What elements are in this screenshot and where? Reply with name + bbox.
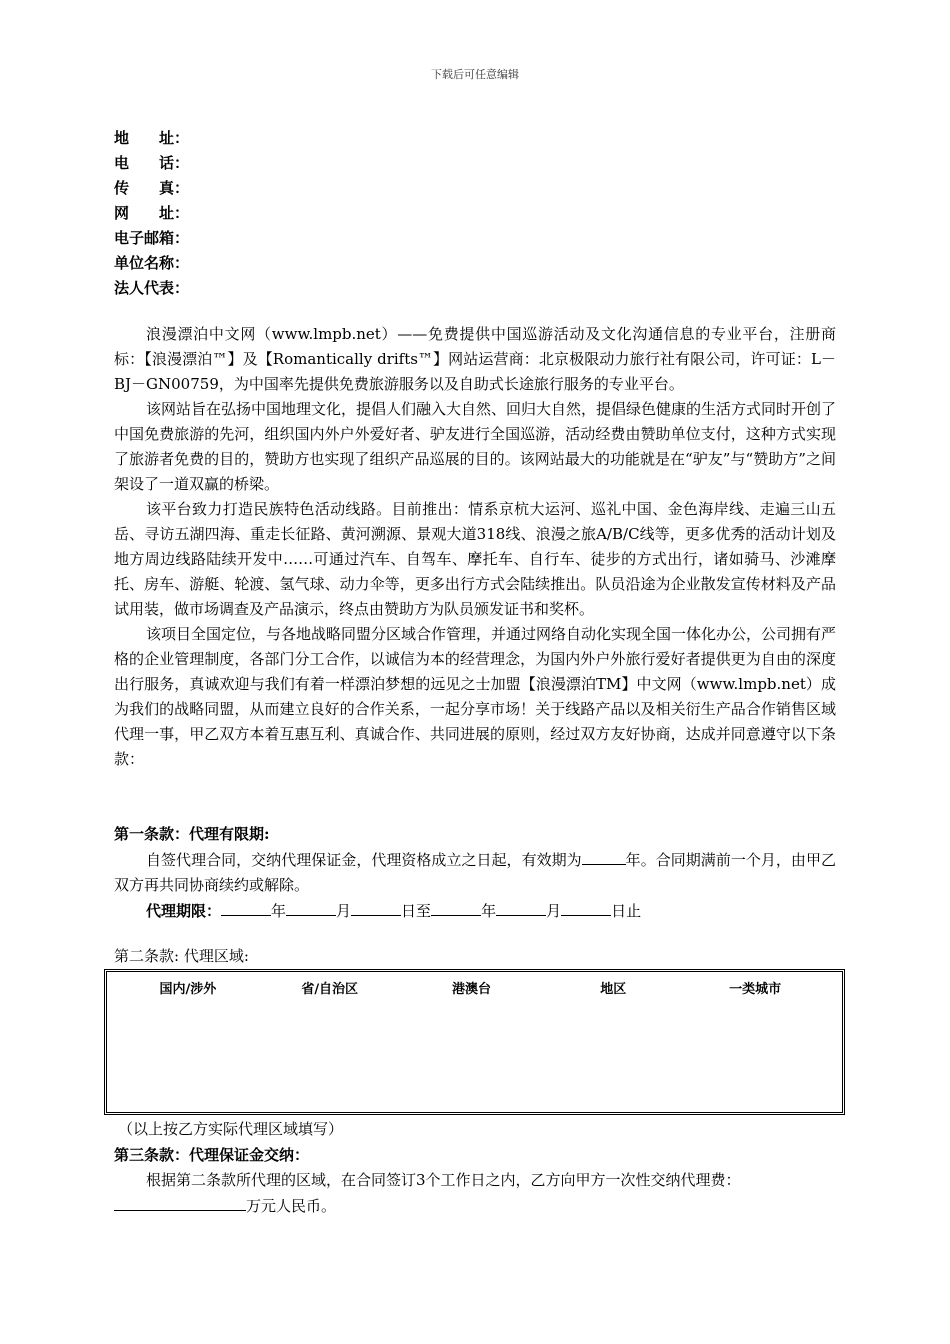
intro-paragraph-3: 该平台致力打造民族特色活动线路。目前推出：情系京杭大运河、巡礼中国、金色海岸线、走遍三山五岳、寻访五湖四海、重走长征路、黄河溯源、景观大道318线、浪漫之旅A/B/C线等，更多优秀的活动计划及地方周边线路陆续开发中……可通过汽车、自驾车、摩托车、自行车、徒步的方式出行，诸如骑马、沙滩摩托、房车、游艇、轮渡、氢气球、动力伞等，更多出行方式会陆续推出。队员沿途为企业散发宣传材料及产品试用装，做市场调查及产品演示，终点由赞助方为队员颁发证书和奖杯。 xyxy=(114,500,836,618)
end-day-blank[interactable] xyxy=(561,898,611,916)
year-unit: 年 xyxy=(271,902,287,920)
article-3-text: 根据第二条款所代理的区域，在合同签订3个工作日之内，乙方向甲方一次性交纳代理费： xyxy=(146,1171,741,1189)
region-note: （以上按乙方实际代理区域填写） xyxy=(118,1120,344,1138)
col-province: 省/自治区 xyxy=(301,982,359,997)
address-label: 地 址： xyxy=(114,129,190,147)
start-month-blank[interactable] xyxy=(286,898,336,916)
intro-paragraph-1: 浪漫漂泊中文网（www.lmpb.net）——免费提供中国巡游活动及文化沟通信息的专业平台，注册商标：【浪漫漂泊™】及【Romantically drifts™】网站运营商：北京极限动力旅行社有限公司，许可证：L－BJ－GN00759，为中国率先提供免费旅游服务以及自助式长途旅行服务的专业平台。 xyxy=(114,325,836,393)
validity-years-blank[interactable] xyxy=(582,847,626,865)
start-day-blank[interactable] xyxy=(351,898,401,916)
intro-paragraph-2: 该网站旨在弘扬中国地理文化，提倡人们融入大自然、回归大自然，提倡绿色健康的生活方式同时开创了中国免费旅游的先河，组织国内外户外爱好者、驴友进行全国巡游，活动经费由赞助单位支付，这种方式实现了旅游者免费的目的，赞助方也实现了组织产品巡展的目的。该网站最大的功能就是在“驴友”与“赞助方”之间架设了一道双赢的桥梁。 xyxy=(114,400,837,493)
intro-paragraph-4: 该项目全国定位，与各地战略同盟分区域合作管理，并通过网络自动化实现全国一体化办公，公司拥有严格的企业管理制度，各部门分工合作，以诚信为本的经营理念，为国内外户外旅行爱好者提供更为自由的深度出行服务，真诚欢迎与我们有着一样漂泊梦想的远见之士加盟【浪漫漂泊TM】中文网（www.lmpb.net）成为我们的战略同盟，从而建立良好的合作关系，一起分享市场！关于线路产品以及相关衍生产品合作销售区域代理一事，甲乙双方本着互惠互利、真诚合作、共同进展的原则，经过双方友好协商，达成并同意遵守以下条款： xyxy=(114,625,837,768)
page-header: 下载后可任意编辑 xyxy=(431,68,519,81)
end-year-blank[interactable] xyxy=(431,898,481,916)
fax-label: 传 真： xyxy=(114,179,190,197)
article-1-text xyxy=(114,847,836,898)
contact-info-block xyxy=(114,126,189,301)
col-domestic-foreign: 国内/涉外 xyxy=(159,982,217,997)
phone-label: 电 话： xyxy=(114,154,190,172)
col-tier1-city: 一类城市 xyxy=(729,982,782,997)
website-label: 网 址： xyxy=(114,204,190,222)
col-hk-macau-tw: 港澳台 xyxy=(451,982,491,997)
article-1-text-b: 年。合同期满前一个月，由甲乙双方再共同协商续约或解除。 xyxy=(114,851,836,894)
day-end-unit: 日止 xyxy=(611,902,642,920)
email-label: 电子邮箱： xyxy=(114,229,190,247)
deposit-amount-blank[interactable] xyxy=(114,1193,246,1211)
year-unit-2: 年 xyxy=(481,902,497,920)
start-year-blank[interactable] xyxy=(221,898,271,916)
deposit-unit: 万元人民币。 xyxy=(246,1197,337,1215)
article-3-title: 第三条款：代理保证金交纳： xyxy=(114,1146,310,1164)
legal-rep-label: 法人代表： xyxy=(114,279,190,297)
month-unit: 月 xyxy=(336,902,352,920)
article-1-section xyxy=(114,822,836,924)
end-month-blank[interactable] xyxy=(496,898,546,916)
intro-section xyxy=(114,322,836,772)
article-1-text-a: 自签代理合同，交纳代理保证金，代理资格成立之日起，有效期为 xyxy=(146,851,582,869)
article-2-title: 第二条款: 代理区域: xyxy=(114,947,249,965)
agency-region-table xyxy=(104,969,845,1115)
article-3-section xyxy=(114,1143,836,1219)
region-table-header xyxy=(107,978,842,997)
day-to-unit: 日至 xyxy=(401,902,432,920)
deposit-amount-line xyxy=(114,1193,836,1219)
agency-period-label: 代理期限： xyxy=(146,902,222,920)
article-1-title: 第一条款：代理有限期: xyxy=(114,825,270,843)
month-unit-2: 月 xyxy=(546,902,562,920)
unit-name-label: 单位名称： xyxy=(114,254,190,272)
col-region: 地区 xyxy=(600,982,627,997)
agency-period-line xyxy=(114,898,836,924)
